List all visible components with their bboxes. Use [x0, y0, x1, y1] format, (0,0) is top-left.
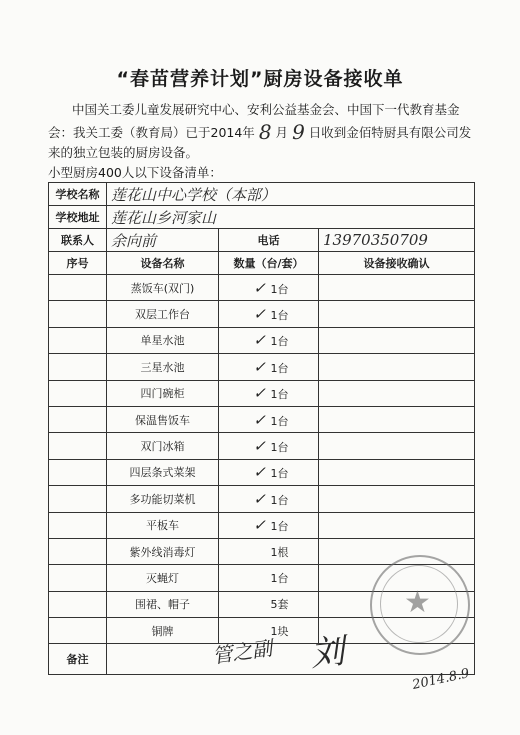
row-seq — [49, 459, 107, 485]
row-seq — [49, 380, 107, 406]
handwritten-check-icon: ✓ — [253, 357, 266, 376]
row-seq — [49, 301, 107, 327]
row-qty-value: 1台 — [270, 335, 289, 349]
school-name-label: 学校名称 — [49, 183, 107, 206]
row-qty-value: 1台 — [270, 520, 289, 534]
row-qty-value: 1台 — [270, 282, 289, 296]
intro-paragraph — [48, 100, 478, 163]
row-confirm — [319, 486, 475, 512]
row-qty — [219, 591, 319, 617]
row-item-name: 双层工作台 — [107, 301, 219, 327]
contact-row — [49, 229, 475, 252]
row-qty-value: 1台 — [270, 414, 289, 428]
official-seal — [370, 555, 470, 655]
school-address-value: 莲花山乡河家山 — [107, 206, 475, 229]
table-row — [49, 327, 475, 353]
row-qty — [219, 565, 319, 591]
row-qty-value: 1台 — [270, 493, 289, 507]
row-item-name: 单星水池 — [107, 327, 219, 353]
note-label: 备注 — [49, 644, 107, 675]
header-name: 设备名称 — [107, 252, 219, 275]
row-qty — [219, 538, 319, 564]
handwritten-check-icon: ✓ — [253, 489, 266, 508]
row-confirm — [319, 301, 475, 327]
row-confirm — [319, 406, 475, 432]
row-seq — [49, 406, 107, 432]
row-confirm — [319, 512, 475, 538]
signature-2: 刘 — [308, 631, 347, 675]
row-seq — [49, 486, 107, 512]
row-item-name: 双门冰箱 — [107, 433, 219, 459]
row-seq — [49, 354, 107, 380]
row-qty — [219, 275, 319, 301]
school-address-row — [49, 206, 475, 229]
seal-star-icon: ★ — [404, 585, 431, 620]
table-row — [49, 486, 475, 512]
row-item-name: 多功能切菜机 — [107, 486, 219, 512]
contact-value: 余向前 — [107, 229, 219, 252]
row-item-name: 灭蝇灯 — [107, 565, 219, 591]
phone-value: 13970350709 — [319, 229, 475, 252]
handwritten-check-icon: ✓ — [253, 463, 266, 482]
row-seq — [49, 538, 107, 564]
row-qty — [219, 486, 319, 512]
row-item-name: 保温售饭车 — [107, 406, 219, 432]
school-name-row — [49, 183, 475, 206]
table-row — [49, 406, 475, 432]
table-row — [49, 275, 475, 301]
row-confirm — [319, 354, 475, 380]
row-item-name: 平板车 — [107, 512, 219, 538]
handwritten-day: 9 — [292, 120, 305, 144]
intro-text-c: 日收到金佰特厨具有限公司发来的独立包装的厨房设备。 — [48, 125, 472, 160]
row-seq — [49, 565, 107, 591]
row-seq — [49, 591, 107, 617]
table-row — [49, 380, 475, 406]
table-row — [49, 301, 475, 327]
row-item-name: 围裙、帽子 — [107, 591, 219, 617]
handwritten-check-icon: ✓ — [253, 410, 266, 429]
table-row — [49, 354, 475, 380]
table-row — [49, 459, 475, 485]
table-row — [49, 433, 475, 459]
row-confirm — [319, 459, 475, 485]
table-row — [49, 512, 475, 538]
row-item-name: 四门碗柜 — [107, 380, 219, 406]
row-item-name: 四层条式菜架 — [107, 459, 219, 485]
row-item-name: 紫外线消毒灯 — [107, 538, 219, 564]
phone-label: 电话 — [219, 229, 319, 252]
row-seq — [49, 512, 107, 538]
row-seq — [49, 433, 107, 459]
row-item-name: 铜牌 — [107, 618, 219, 644]
document-title: “春苗营养计划”厨房设备接收单 — [116, 68, 404, 90]
row-qty-value: 1台 — [270, 361, 289, 375]
school-address-label: 学校地址 — [49, 206, 107, 229]
row-qty-value: 1台 — [270, 441, 289, 455]
header-confirm: 设备接收确认 — [319, 252, 475, 275]
handwritten-check-icon: ✓ — [253, 331, 266, 350]
row-qty — [219, 512, 319, 538]
intro-text-b: 月 — [275, 125, 289, 140]
row-qty — [219, 406, 319, 432]
row-qty — [219, 354, 319, 380]
row-qty-value: 1台 — [270, 388, 289, 402]
handwritten-month: 8 — [258, 120, 272, 144]
header-seq: 序号 — [49, 252, 107, 275]
row-qty-value: 1台 — [270, 467, 289, 481]
row-seq — [49, 327, 107, 353]
handwritten-check-icon: ✓ — [253, 437, 266, 456]
header-row — [49, 252, 475, 275]
handwritten-check-icon: ✓ — [253, 278, 266, 297]
row-qty — [219, 459, 319, 485]
row-qty-value: 1块 — [270, 624, 289, 638]
contact-label: 联系人 — [49, 229, 107, 252]
row-confirm — [319, 380, 475, 406]
row-qty — [219, 327, 319, 353]
handwritten-check-icon: ✓ — [253, 516, 266, 535]
row-qty-value: 1根 — [270, 545, 289, 559]
row-seq — [49, 275, 107, 301]
row-qty-value: 1台 — [270, 571, 289, 585]
signature-1: 管之副 — [210, 635, 274, 669]
signature-date: 2014.8.9 — [411, 666, 471, 693]
row-qty — [219, 433, 319, 459]
row-confirm — [319, 433, 475, 459]
row-item-name: 蒸饭车(双门) — [107, 275, 219, 301]
row-item-name: 三星水池 — [107, 354, 219, 380]
handwritten-check-icon: ✓ — [253, 305, 266, 324]
row-seq — [49, 618, 107, 644]
row-qty — [219, 301, 319, 327]
row-qty — [219, 380, 319, 406]
intro-text-a: 中国关工委儿童发展研究中心、安利公益基金会、中国下一代教育基金会：我关工委（教育局）已于2014年 — [48, 102, 460, 140]
row-qty-value: 5套 — [270, 598, 289, 612]
list-label: 小型厨房400人以下设备清单： — [48, 165, 222, 180]
header-qty: 数量（台/套） — [219, 252, 319, 275]
school-name-value: 莲花山中心学校（本部） — [107, 183, 475, 206]
handwritten-check-icon: ✓ — [253, 384, 266, 403]
row-confirm — [319, 327, 475, 353]
row-qty-value: 1台 — [270, 309, 289, 323]
row-confirm — [319, 275, 475, 301]
